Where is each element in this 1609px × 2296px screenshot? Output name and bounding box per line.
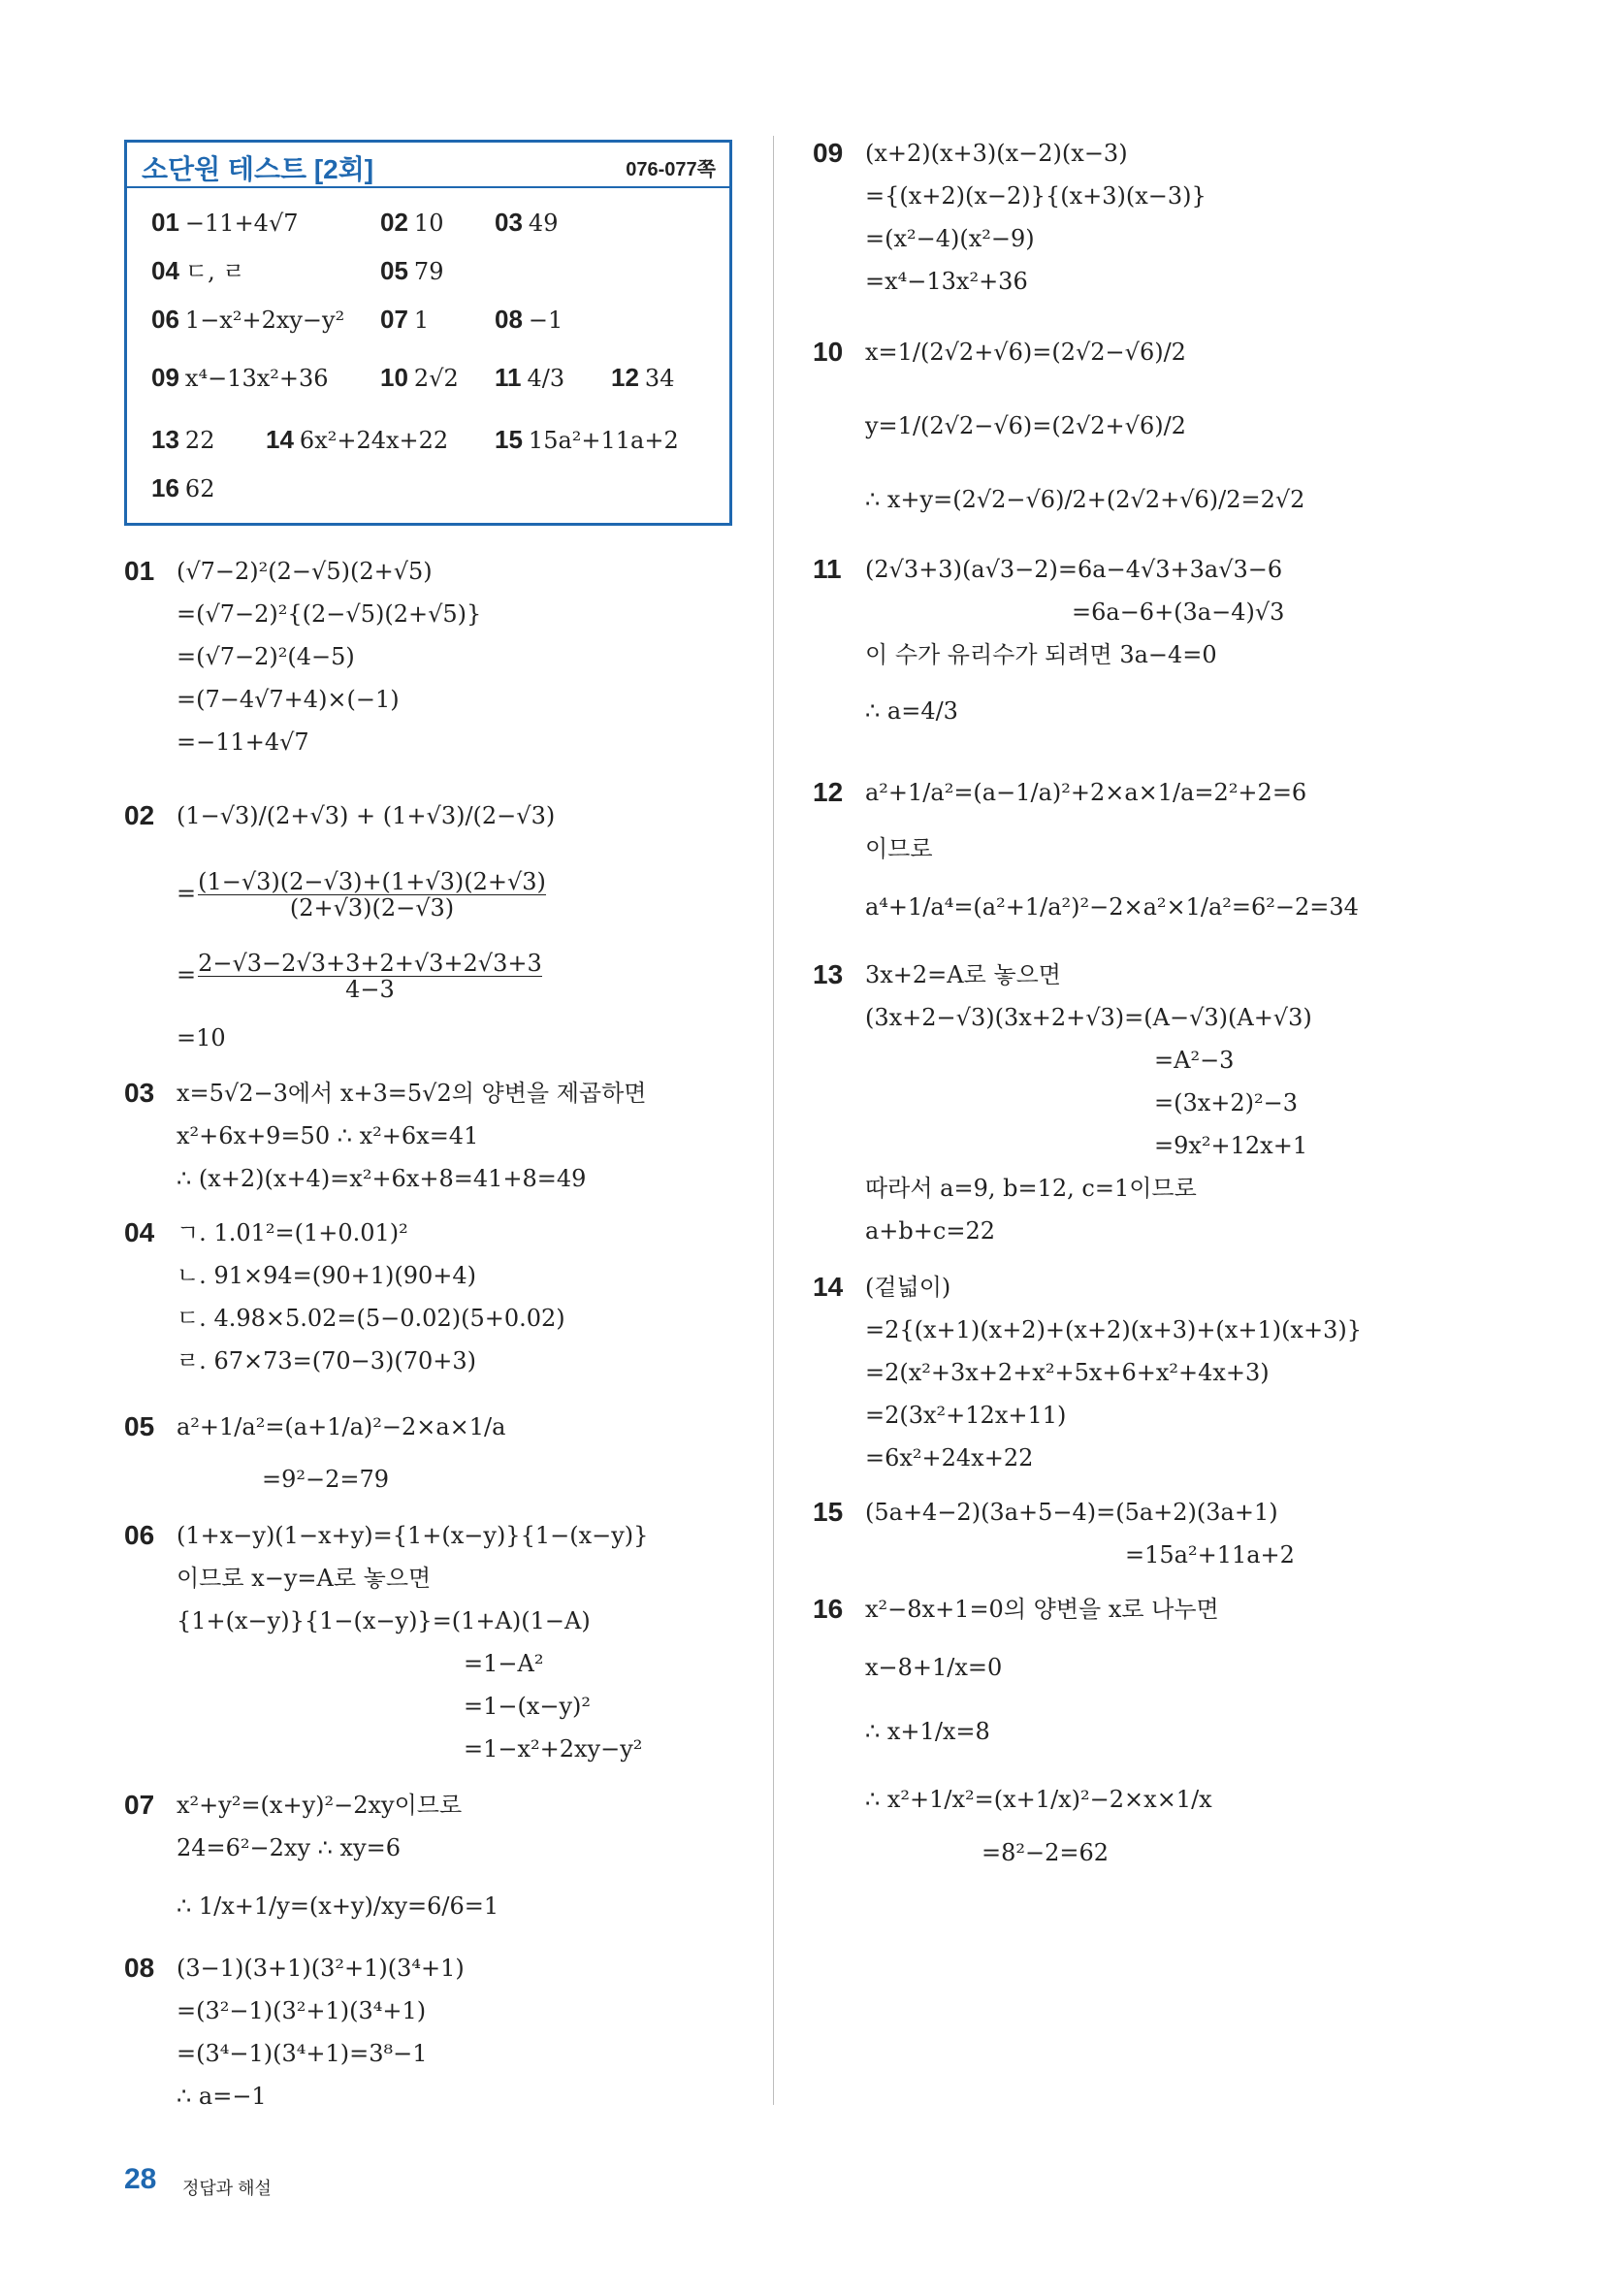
solution-line: 이므로 — [865, 835, 933, 862]
fraction-numerator: 2−√3−2√3+3+2+√3+2√3+3 — [198, 950, 542, 977]
question-number: 04 — [124, 1217, 155, 1247]
solution-line: ∴ (x+2)(x+4)=x²+6x+8=41+8=49 — [177, 1165, 587, 1192]
solution-line: a²+1/a²=(a−1/a)²+2×a×1/a=2²+2=6 — [865, 779, 1307, 806]
solution-line: (2√3+3)(a√3−2)=6a−4√3+3a√3−6 — [865, 556, 1283, 583]
solution-line: =1−(x−y)² — [464, 1693, 592, 1720]
solution-line: ∴ x+1/x=8 — [865, 1718, 990, 1745]
question-number: 15 — [813, 1497, 844, 1527]
solution-line: =x⁴−13x²+36 — [865, 268, 1028, 295]
answer-number: 01 — [151, 208, 179, 237]
solution-line: =6a−6+(3a−4)√3 — [1072, 598, 1285, 626]
solution-line: a+b+c=22 — [865, 1217, 995, 1245]
answer-number: 14 — [266, 425, 294, 454]
solution-line: (겉넓이) — [865, 1274, 951, 1301]
answer-value: −11+4√7 — [184, 210, 299, 237]
solution-line: (√7−2)²(2−√5)(2+√5) — [177, 558, 433, 585]
answer-number: 02 — [380, 208, 408, 237]
answer-number: 07 — [380, 305, 408, 334]
solution-line: 3x+2=A로 놓으면 — [865, 961, 1061, 988]
answer-value: 6x²+24x+22 — [299, 427, 449, 454]
solution-line: ∴ 1/x+1/y=(x+y)/xy=6/6=1 — [177, 1892, 499, 1920]
question-number: 06 — [124, 1520, 155, 1550]
solution-line: ㄴ. 91×94=(90+1)(90+4) — [177, 1262, 477, 1289]
solution-line: (3x+2−√3)(3x+2+√3)=(A−√3)(A+√3) — [865, 1004, 1312, 1031]
answer-item — [495, 425, 679, 455]
question-number: 16 — [813, 1594, 844, 1624]
answer-item — [151, 208, 299, 238]
solution-line: =9²−2=79 — [262, 1466, 390, 1493]
answer-number: 11 — [495, 363, 522, 392]
solution-line: 이므로 x−y=A로 놓으면 — [177, 1565, 432, 1592]
solution-line: y=1/(2√2−√6)=(2√2+√6)/2 — [865, 412, 1186, 439]
answer-item — [266, 425, 448, 455]
answer-item — [495, 363, 564, 393]
answer-item — [495, 305, 563, 335]
answer-value: 79 — [413, 258, 444, 285]
answer-value: 62 — [184, 475, 215, 502]
question-number: 02 — [124, 800, 155, 830]
solution-line: (3−1)(3+1)(3²+1)(3⁴+1) — [177, 1955, 465, 1982]
solution-line: =15a²+11a+2 — [1125, 1541, 1295, 1568]
question-number: 10 — [813, 337, 844, 367]
solution-line: =10 — [177, 1024, 226, 1051]
page-number: 28 — [124, 2163, 157, 2195]
solution-line: x−8+1/x=0 — [865, 1654, 1003, 1681]
solution-line: ={(x+2)(x−2)}{(x+3)(x−3)} — [865, 182, 1207, 210]
column-divider — [773, 136, 774, 2105]
question-number: 11 — [813, 554, 842, 584]
solution-line: x²+y²=(x+y)²−2xy이므로 — [177, 1792, 463, 1819]
solution-line: 따라서 a=9, b=12, c=1이므로 — [865, 1175, 1197, 1202]
answer-item — [151, 256, 245, 286]
answer-value: −1 — [528, 307, 563, 334]
question-number: 14 — [813, 1272, 844, 1302]
answer-number: 09 — [151, 363, 179, 392]
solution-line: ∴ x+y=(2√2−√6)/2+(2√2+√6)/2=2√2 — [865, 486, 1305, 513]
solution-line: (5a+4−2)(3a+5−4)=(5a+2)(3a+1) — [865, 1499, 1278, 1526]
answer-number: 10 — [380, 363, 408, 392]
answer-item — [151, 363, 329, 393]
question-number: 13 — [813, 959, 844, 989]
fraction-denominator: 4−3 — [198, 976, 542, 1002]
solution-line: (1−√3)/(2+√3) + (1+√3)/(2−√3) — [177, 802, 556, 829]
question-number: 07 — [124, 1790, 155, 1820]
question-number: 05 — [124, 1411, 155, 1441]
answer-number: 04 — [151, 256, 179, 285]
solution-line: =2(x²+3x+2+x²+5x+6+x²+4x+3) — [865, 1359, 1270, 1386]
solution-line: ∴ a=4/3 — [865, 697, 958, 725]
solution-line: =1−x²+2xy−y² — [464, 1735, 643, 1762]
solution-line: 이 수가 유리수가 되려면 3a−4=0 — [865, 641, 1217, 668]
answer-item — [151, 305, 344, 335]
answer-value: 10 — [413, 210, 444, 237]
fraction-denominator: (2+√3)(2−√3) — [198, 894, 546, 921]
solution-line: x=1/(2√2+√6)=(2√2−√6)/2 — [865, 339, 1186, 366]
solution-line: ∴ a=−1 — [177, 2083, 267, 2110]
answer-item — [611, 363, 674, 393]
answer-value: 22 — [184, 427, 215, 454]
answer-value: 49 — [528, 210, 559, 237]
answer-number: 15 — [495, 425, 523, 454]
solution-line: ㄷ. 4.98×5.02=(5−0.02)(5+0.02) — [177, 1305, 565, 1332]
answer-value: 15a²+11a+2 — [528, 427, 679, 454]
solution-line: (x+2)(x+3)(x−2)(x−3) — [865, 140, 1128, 167]
answer-value: 4/3 — [527, 365, 565, 392]
solution-line: =(√7−2)²{(2−√5)(2+√5)} — [177, 600, 482, 628]
fraction-numerator: (1−√3)(2−√3)+(1+√3)(2+√3) — [198, 868, 546, 895]
solution-line: =1−A² — [464, 1650, 544, 1677]
solution-line: (1+x−y)(1−x+y)={1+(x−y)}{1−(x−y)} — [177, 1522, 649, 1549]
answer-value: 1−x²+2xy−y² — [184, 307, 345, 334]
solution-line: =2(3x²+12x+11) — [865, 1402, 1067, 1429]
question-number: 09 — [813, 138, 844, 168]
answer-value: 34 — [644, 365, 675, 392]
answer-value: ㄷ, ㄹ — [184, 258, 245, 285]
solution-line: =(√7−2)²(4−5) — [177, 643, 355, 670]
solution-line: =(3x+2)²−3 — [1154, 1089, 1299, 1116]
solution-line: =2{(x+1)(x+2)+(x+2)(x+3)+(x+1)(x+3)} — [865, 1316, 1362, 1343]
test-pages: 076-077쪽 — [626, 159, 716, 180]
answer-item — [380, 363, 459, 393]
answer-item — [380, 256, 443, 286]
solution-line: =−11+4√7 — [177, 728, 309, 756]
solution-line: =8²−2=62 — [981, 1839, 1110, 1866]
solution-line: =(x²−4)(x²−9) — [865, 225, 1035, 252]
solution-line: ∴ x²+1/x²=(x+1/x)²−2×x×1/x — [865, 1786, 1212, 1813]
answer-number: 06 — [151, 305, 179, 334]
question-number: 08 — [124, 1953, 155, 1983]
solution-line: x²−8x+1=0의 양변을 x로 나누면 — [865, 1596, 1219, 1623]
answer-number: 08 — [495, 305, 523, 334]
solution-line: a²+1/a²=(a+1/a)²−2×a×1/a — [177, 1413, 506, 1440]
solution-line: =9x²+12x+1 — [1154, 1132, 1308, 1159]
answer-number: 05 — [380, 256, 408, 285]
solution-line: {1+(x−y)}{1−(x−y)}=(1+A)(1−A) — [177, 1607, 591, 1634]
answer-value: 2√2 — [413, 365, 459, 392]
answer-item — [380, 305, 429, 335]
answer-number: 13 — [151, 425, 179, 454]
answer-value: x⁴−13x²+36 — [184, 365, 329, 392]
solution-line: ㄹ. 67×73=(70−3)(70+3) — [177, 1347, 477, 1374]
solution-line: x=5√2−3에서 x+3=5√2의 양변을 제곱하면 — [177, 1080, 647, 1107]
solution-line: =(3²−1)(3²+1)(3⁴+1) — [177, 1997, 427, 2024]
question-number: 03 — [124, 1078, 155, 1108]
answer-number: 12 — [611, 363, 639, 392]
solution-line: =(3⁴−1)(3⁴+1)=3⁸−1 — [177, 2040, 428, 2067]
answer-item — [495, 208, 558, 238]
answer-number: 03 — [495, 208, 523, 237]
question-number: 12 — [813, 777, 844, 807]
solution-line: x²+6x+9=50 ∴ x²+6x=41 — [177, 1122, 479, 1149]
solution-line: =A²−3 — [1154, 1047, 1235, 1074]
answer-number: 16 — [151, 473, 179, 502]
answer-item — [380, 208, 443, 238]
fraction-line: = $\frac{2-√3-2√3+3+2+√3+2√3+3}{4-3}$ — [177, 950, 542, 1003]
fraction-line: = $\frac{(1-√3)(2-√3)+(1+√3)(2+√3)}{(2+√3)(2-√3)}$ — [177, 868, 546, 922]
answer-item — [151, 473, 214, 503]
solution-line: 24=6²−2xy ∴ xy=6 — [177, 1834, 402, 1861]
answer-item — [151, 425, 214, 455]
footer-label: 정답과 해설 — [182, 2179, 272, 2198]
solution-line: ㄱ. 1.01²=(1+0.01)² — [177, 1219, 408, 1246]
solution-line: a⁴+1/a⁴=(a²+1/a²)²−2×a²×1/a²=6²−2=34 — [865, 893, 1359, 921]
test-title: 소단원 테스트 [2회] — [142, 154, 374, 184]
solution-line: =6x²+24x+22 — [865, 1444, 1034, 1471]
test-header — [127, 143, 729, 188]
solution-line: =(7−4√7+4)×(−1) — [177, 686, 400, 713]
answer-value: 1 — [413, 307, 430, 334]
question-number: 01 — [124, 556, 155, 586]
